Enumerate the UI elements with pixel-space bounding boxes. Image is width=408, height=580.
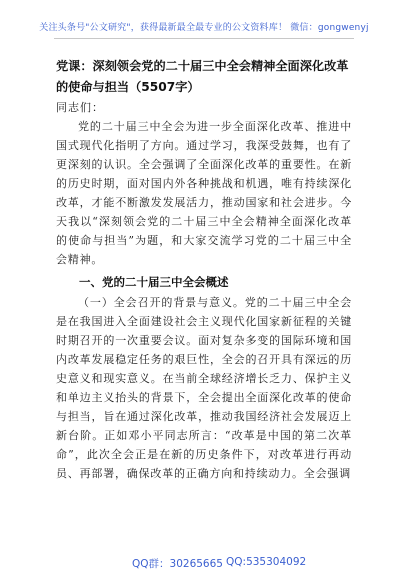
section-paragraph: （一）全会召开的背景与意义。党的二十届三中全会是在我国进入全面建设社会主义现代化国家新征程的关键时期召开的一次重要会议。面对复杂多变的国际环境和国内改革发展稳定任务的艰巨性，全会的召开具有深远的历史意义和现实意义。在当前全球经济增长乏力、保护主义和单边主义抬头的背景下，全会提出全面深化改革的使命与担当，旨在通过深化改革，推动我国经济社会发展迈上新台阶。正如邓小平同志所言：“改革是中国的第二次革命”，此次全会正是在新的历史条件下，对改革进行再动员、再部署，确保改革的正确方向和持续动力。全会强调 [56, 296, 352, 480]
document-title: 党课：深刻领会党的二十届三中全会精神全面深化改革的使命与担当（5507字） [56, 59, 349, 94]
document-body [56, 56, 352, 483]
section-heading: 一、党的二十届三中全会概述 [79, 275, 229, 289]
salutation: 同志们： [56, 101, 104, 114]
page-footer [0, 556, 408, 576]
intro-paragraph: 党的二十届三中全会为进一步全面深化改革、推进中国式现代化指明了方向。通过学习，我深受鼓舞，也有了更深刻的认识。全会强调了全面深化改革的重要性。在新的历史时期，面对国内外各种挑战和机遇，唯有持续深化改革，才能不断激发发展活力，推动国家和社会进步。今天我以“深刻领会党的二十届三中全会精神全面深化改革的使命与担当”为题，和大家交流学习党的二十届三中全会精神。 [56, 120, 352, 266]
footer-qq-group: QQ群：30265665 [132, 558, 223, 570]
header-divider [54, 38, 354, 39]
header-notice: 关注头条号"公文研究"，获得最新最全最专业的公文资料库！ 微信：gongwenyj [39, 23, 369, 33]
page-header [0, 0, 408, 46]
footer-qq: QQ:535304092 [226, 556, 307, 568]
